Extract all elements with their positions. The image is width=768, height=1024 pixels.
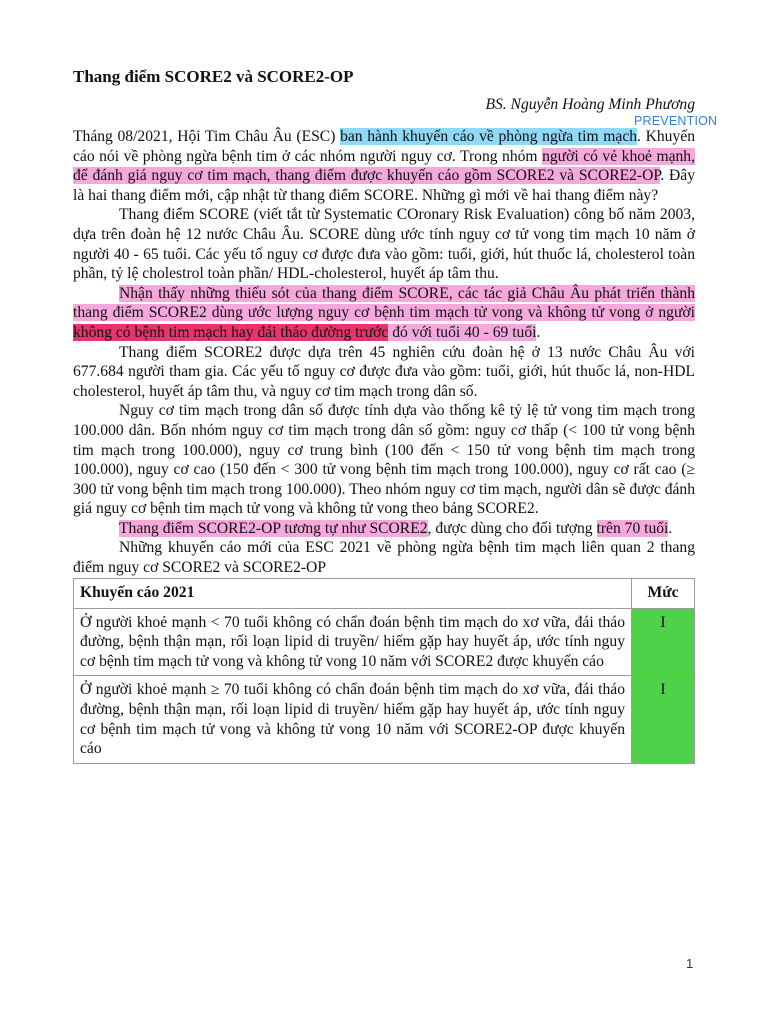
highlight-pink: trên 70 tuổi bbox=[596, 519, 669, 537]
score2op-text-b: , được dùng cho đối tượng bbox=[427, 519, 597, 537]
page-number: 1 bbox=[686, 956, 694, 971]
recommendation-text: Ở người khoẻ mạnh ≥ 70 tuổi không có chẩn đoán bệnh tim mạch do xơ vữa, đái tháo đường, bệnh thận mạn, rối loạn lipid di truyền/ hiếm gặp hay huyết áp, ước tính nguy cơ bệnh tim mạch tử vong và không tử vong 10 năm với SCORE2-OP được khuyến cáo bbox=[74, 676, 632, 763]
header-recommendation: Khuyến cáo 2021 bbox=[74, 578, 632, 608]
highlight-red: không có bệnh tim mạch hay đái tháo đường trước bbox=[73, 323, 389, 341]
highlight-blue: ban hành khuyến cáo về phòng ngừa tim mạch bbox=[340, 128, 638, 145]
highlight-pink: Nhận thấy những thiếu sót của thang điểm SCORE, các tác giả Châu Âu phát triển thành thang điểm SCORE2 dùng ước lượng nguy cơ bệnh tim mạch tử vong và không tử vong ở người bbox=[73, 284, 695, 322]
intro-text-e: . Đây là hai thang điểm mới, cập nhật từ thang điểm SCORE. Những gì mới về hai thang điểm này? bbox=[73, 167, 695, 204]
recommendation-table bbox=[73, 578, 695, 764]
table-row bbox=[74, 676, 695, 763]
table-header-row bbox=[74, 578, 695, 608]
highlight-pink: Thang điểm SCORE2-OP tương tự như SCORE2 bbox=[119, 519, 428, 537]
document-author: BS. Nguyễn Hoàng Minh Phương bbox=[485, 96, 695, 113]
highlight-pink: đó với tuổi 40 - 69 tuổi bbox=[388, 323, 537, 341]
score2op-text-end: . bbox=[668, 519, 673, 537]
prevention-tag: PREVENTION bbox=[634, 114, 718, 128]
recommendation-level: I bbox=[632, 608, 695, 676]
paragraph-intro bbox=[73, 127, 695, 205]
paragraph-risk-groups: Nguy cơ tim mạch trong dân số được tính dựa vào thống kê tỷ lệ tử vong tim mạch trong 100.000 dân. Bốn nhóm nguy cơ tim mạch trong dân số gồm: nguy cơ thấp (< 100 tử vong bệnh tim mạch trong 100.000), nguy cơ trung bình (100 đến < 150 tử vong bệnh tim mạch trong 100.000), nguy cơ cao (150 đến < 300 tử vong bệnh tim mạch trong 100.000), nguy cơ rất cao (≥ 300 tử vong bệnh tim mạch trong 100.000). Theo nhóm nguy cơ tim mạch, người dân sẽ được đánh giá nguy cơ bệnh tim mạch tử vong và không tử vong theo bảng SCORE2. bbox=[73, 402, 695, 518]
highlight-pink: người có vẻ khoẻ mạnh, để đánh giá nguy cơ tim mạch, thang điểm được khuyến cáo gồm SCORE2 và SCORE2-OP bbox=[73, 147, 695, 185]
table-row bbox=[74, 608, 695, 676]
paragraph-score2-data: Thang điểm SCORE2 được dựa trên 45 nghiên cứu đoàn hệ ở 13 nước Châu Âu với 677.684 người tham gia. Các yếu tố nguy cơ được đưa vào gồm: tuổi, giới, hút thuốc lá, non-HDL cholesterol, huyết áp tâm thu, và nguy cơ tim mạch trong dân số. bbox=[73, 343, 695, 400]
document-page bbox=[73, 60, 695, 764]
document-title: Thang điểm SCORE2 và SCORE2-OP bbox=[73, 67, 354, 86]
paragraph-score2-op bbox=[73, 519, 695, 539]
recommendation-text: Ở người khoẻ mạnh < 70 tuổi không có chẩn đoán bệnh tim mạch do xơ vữa, đái tháo đường, bệnh thận mạn, rối loạn lipid di truyền/ hiếm gặp hay huyết áp, ước tính nguy cơ bệnh tim mạch tử vong và không tử vong 10 năm với SCORE2 được khuyến cáo bbox=[74, 608, 632, 676]
intro-text-c: . Khuyến cáo nói về phòng ngừa bệnh tim ở các nhóm người nguy cơ. Trong nhóm bbox=[73, 128, 695, 165]
paragraph-score: Thang điểm SCORE (viết tắt từ Systematic COronary Risk Evaluation) công bố năm 2003, dựa trên đoàn hệ 12 nước Châu Âu. SCORE dùng ước tính nguy cơ tử vong tim mạch 10 năm ở người 40 - 65 tuổi. Các yếu tố nguy cơ được đưa vào gồm: tuổi, giới, hút thuốc lá, cholesterol toàn phần, tỷ lệ cholestrol toàn phần/ HDL-cholesterol, huyết áp tâm thu. bbox=[73, 206, 695, 283]
intro-text-a: Tháng 08/2021, Hội Tim Châu Âu (ESC) bbox=[73, 128, 341, 145]
recommendation-level: I bbox=[632, 676, 695, 763]
paragraph-score2 bbox=[73, 284, 695, 343]
score2-text-end: . bbox=[536, 323, 541, 341]
header-level: Mức bbox=[632, 578, 695, 608]
paragraph-table-intro: Những khuyến cáo mới của ESC 2021 về phòng ngừa bệnh tim mạch liên quan 2 thang điểm nguy cơ SCORE2 và SCORE2-OP bbox=[73, 539, 695, 577]
